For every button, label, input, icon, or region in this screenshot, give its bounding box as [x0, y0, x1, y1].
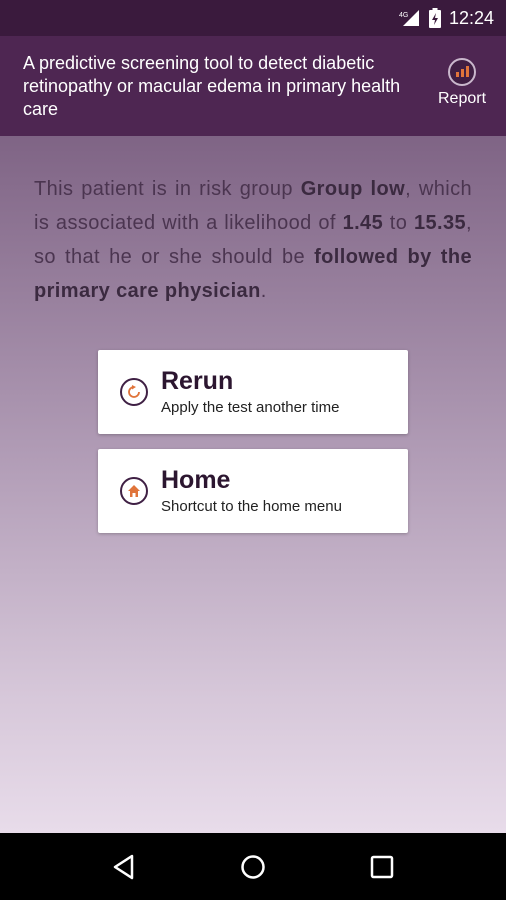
network-type-label: 4G: [398, 12, 409, 19]
likelihood-low: 1.45: [342, 212, 384, 234]
home-circle-icon[interactable]: [233, 847, 273, 887]
recommendation: followed by the primary care physician: [34, 246, 472, 302]
result-end: .: [260, 280, 267, 302]
home-icon: [120, 477, 148, 505]
result-prefix: This patient is in risk group: [34, 178, 301, 200]
rerun-title: Rerun: [161, 367, 234, 395]
bar-chart-icon: [448, 58, 476, 86]
report-label: Report: [437, 90, 487, 107]
home-subtitle: Shortcut to the home menu: [161, 498, 342, 515]
rerun-subtitle: Apply the test another time: [161, 399, 340, 416]
clock: 12:24: [448, 7, 494, 28]
back-icon[interactable]: [104, 847, 144, 887]
rerun-button[interactable]: [98, 350, 408, 434]
status-bar: [0, 0, 506, 36]
result-middle: , which is associated with a likelihood of: [34, 178, 473, 234]
report-button[interactable]: [432, 58, 492, 108]
navigation-bar: [0, 833, 506, 900]
main-content: [0, 136, 506, 833]
app-title: A predictive screening tool to detect diabetic retinopathy or macular edema in primary health care: [23, 52, 401, 119]
signal-icon: [399, 9, 421, 27]
home-button[interactable]: [98, 449, 408, 533]
likelihood-high: 15.35: [413, 212, 467, 234]
app-bar: [0, 36, 506, 136]
recents-icon[interactable]: [362, 847, 402, 887]
battery-charging-icon: [429, 8, 441, 28]
result-text: [34, 172, 472, 308]
result-between: to: [383, 212, 414, 234]
rerun-icon: [120, 378, 148, 406]
risk-group: Group low: [300, 178, 406, 200]
result-suffix: , so that he or she should be: [34, 212, 472, 268]
home-title: Home: [161, 466, 231, 494]
